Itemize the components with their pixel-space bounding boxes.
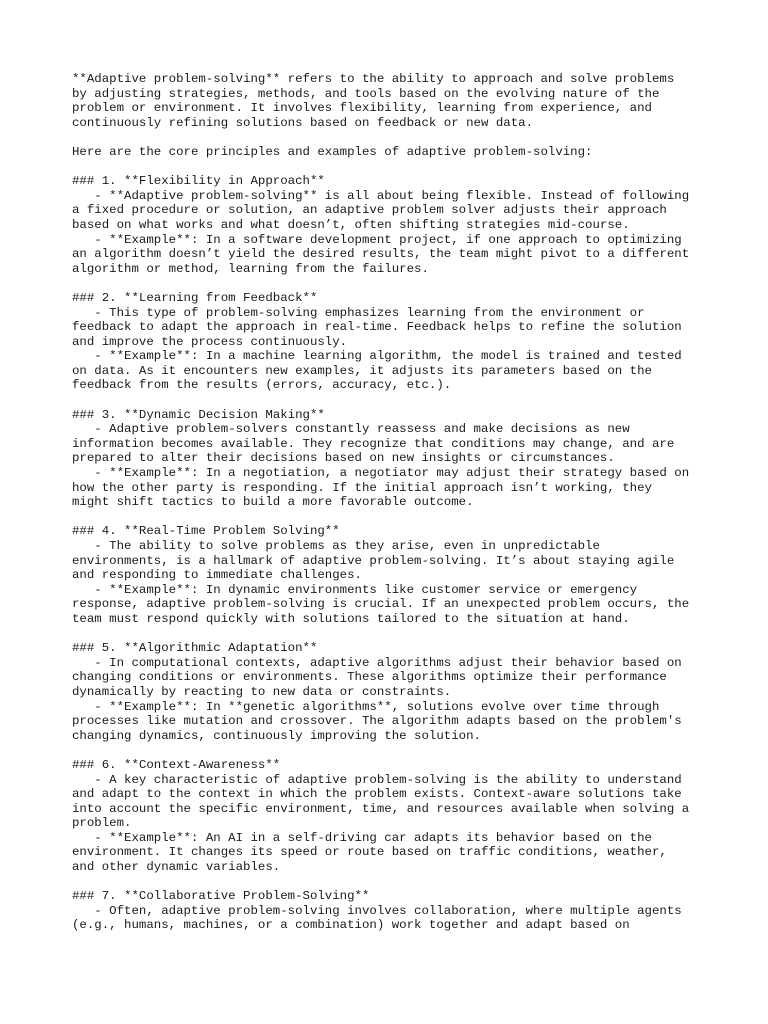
- section-3-decision-making: [72, 408, 712, 510]
- section-4-real-time: [72, 524, 712, 626]
- text-line: - A key characteristic of adaptive problem-solving is the ability to understand: [72, 772, 682, 787]
- intro-paragraph: [72, 72, 712, 130]
- text-line: changing conditions or environments. These algorithms optimize their performance: [72, 670, 667, 685]
- section-heading: ### 5. **Algorithmic Adaptation**: [72, 641, 318, 656]
- paragraph-gap: [72, 510, 712, 525]
- paragraph-gap: [72, 276, 712, 291]
- text-line: how the other party is responding. If the initial approach isn’t working, they: [72, 480, 652, 495]
- paragraph-gap: [72, 130, 712, 145]
- text-line: - **Example**: In a negotiation, a negotiator may adjust their strategy based on: [72, 466, 690, 481]
- text-line: and improve the process continuously.: [72, 334, 348, 349]
- text-line: into account the specific environment, time, and resources available when solving a: [72, 801, 690, 816]
- text-line: an algorithm doesn’t yield the desired results, the team might pivot to a different: [72, 247, 690, 262]
- text-line: problem.: [72, 816, 132, 831]
- text-line: Here are the core principles and examples of adaptive problem-solving:: [72, 144, 593, 159]
- section-6-context: [72, 758, 712, 875]
- text-line: - In computational contexts, adaptive algorithms adjust their behavior based on: [72, 655, 682, 670]
- section-heading: ### 1. **Flexibility in Approach**: [72, 174, 325, 189]
- paragraph-gap: [72, 743, 712, 758]
- section-7-collaborative: [72, 889, 712, 933]
- text-line: changing dynamics, continuously improving the solution.: [72, 728, 481, 743]
- section-heading: ### 6. **Context-Awareness**: [72, 757, 281, 772]
- section-2-feedback: [72, 291, 712, 393]
- text-line: response, adaptive problem-solving is crucial. If an unexpected problem occurs, the: [72, 597, 690, 612]
- document-page: [72, 72, 712, 933]
- text-line: - The ability to solve problems as they arise, even in unpredictable: [72, 539, 600, 553]
- paragraph-gap: [72, 393, 712, 408]
- text-line: - **Adaptive problem-solving** is all about being flexible. Instead of following: [72, 188, 690, 203]
- text-line: a fixed procedure or solution, an adaptive problem solver adjusts their approach: [72, 203, 667, 218]
- text-line: might shift tactics to build a more favorable outcome.: [72, 495, 474, 510]
- text-line: prepared to alter their decisions based on new insights or circumstances.: [72, 451, 615, 466]
- text-line: - **Example**: In **genetic algorithms**, solutions evolve over time through: [72, 699, 660, 714]
- section-5-algorithmic: [72, 641, 712, 743]
- section-heading: ### 2. **Learning from Feedback**: [72, 290, 318, 305]
- text-line: and other dynamic variables.: [72, 860, 281, 875]
- text-line: on data. As it encounters new examples, it adjusts its parameters based on the: [72, 363, 652, 378]
- section-heading: ### 7. **Collaborative Problem-Solving**: [72, 889, 370, 904]
- text-line: by adjusting strategies, methods, and tools based on the evolving nature of the: [72, 86, 660, 101]
- text-line: - **Example**: In dynamic environments like customer service or emergency: [72, 582, 638, 597]
- principles-intro: [72, 145, 712, 160]
- text-line: environment. It changes its speed or route based on traffic conditions, weather,: [72, 845, 667, 860]
- section-heading: ### 4. **Real-Time Problem Solving**: [72, 524, 340, 539]
- text-line: team must respond quickly with solutions tailored to the situation at hand.: [72, 611, 630, 626]
- text-line: feedback from the results (errors, accuracy, etc.).: [72, 378, 452, 393]
- text-line: based on what works and what doesn’t, often shifting strategies mid-course.: [72, 217, 630, 232]
- text-line: - **Example**: In a machine learning algorithm, the model is trained and tested: [72, 349, 682, 364]
- text-line: information becomes available. They recognize that conditions may change, and are: [72, 436, 675, 451]
- text-line: continuously refining solutions based on feedback or new data.: [72, 115, 534, 130]
- section-heading: ### 3. **Dynamic Decision Making**: [72, 407, 325, 422]
- paragraph-gap: [72, 160, 712, 175]
- text-line: (e.g., humans, machines, or a combination) work together and adapt based on: [72, 918, 630, 933]
- text-line: and adapt to the context in which the problem exists. Context-aware solutions take: [72, 787, 682, 802]
- text-line: feedback to adapt the approach in real-time. Feedback helps to refine the solution: [72, 320, 682, 335]
- text-line: **Adaptive problem-solving** refers to the ability to approach and solve problems: [72, 72, 675, 86]
- text-line: and responding to immediate challenges.: [72, 568, 362, 583]
- text-line: processes like mutation and crossover. The algorithm adapts based on the problem's: [72, 714, 682, 729]
- section-1-flexibility: [72, 174, 712, 276]
- text-line: problem or environment. It involves flexibility, learning from experience, and: [72, 101, 652, 116]
- paragraph-gap: [72, 627, 712, 642]
- text-line: algorithm or method, learning from the failures.: [72, 261, 429, 276]
- text-line: - This type of problem-solving emphasizes learning from the environment or: [72, 305, 645, 320]
- text-line: - **Example**: An AI in a self-driving car adapts its behavior based on the: [72, 830, 652, 845]
- paragraph-gap: [72, 875, 712, 890]
- text-line: environments, is a hallmark of adaptive problem-solving. It’s about staying agile: [72, 553, 675, 568]
- text-line: dynamically by reacting to new data or constraints.: [72, 684, 452, 699]
- text-line: - **Example**: In a software development project, if one approach to optimizing: [72, 232, 682, 247]
- text-line: - Often, adaptive problem-solving involves collaboration, where multiple agents: [72, 903, 682, 918]
- text-line: - Adaptive problem-solvers constantly reassess and make decisions as new: [72, 422, 630, 437]
